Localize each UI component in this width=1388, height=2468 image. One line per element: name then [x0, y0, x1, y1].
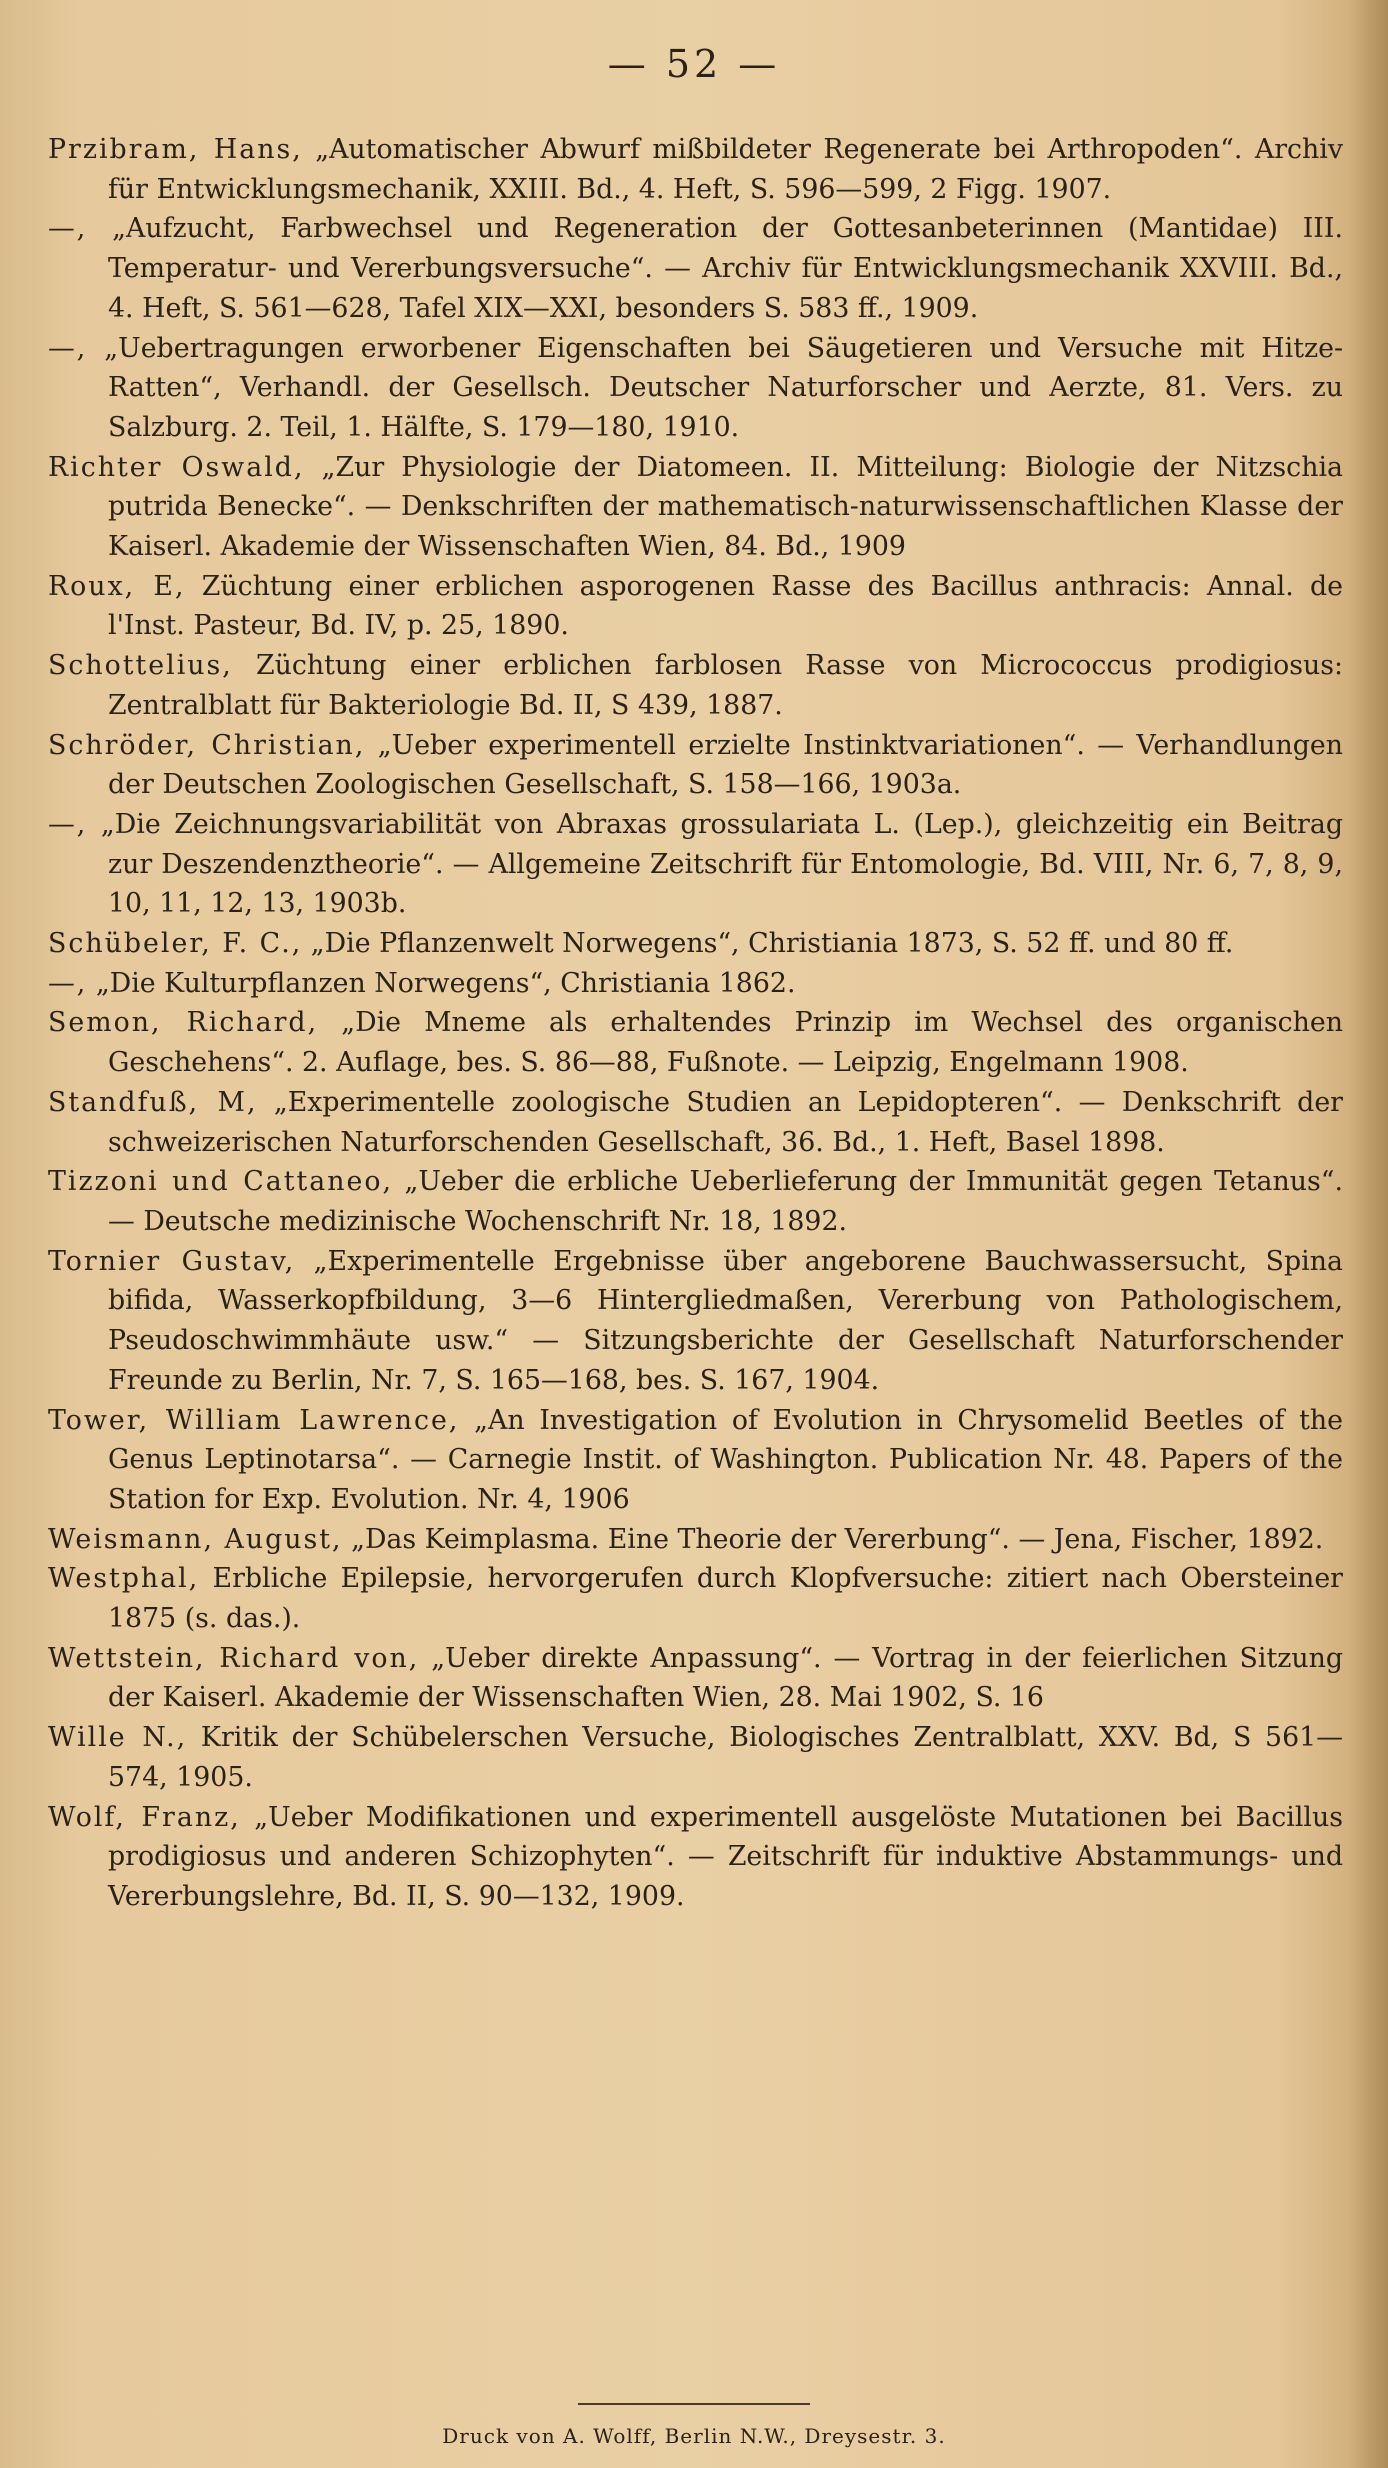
entry-author: Wille N.,	[48, 1722, 188, 1754]
entry-author: Przibram, Hans,	[48, 134, 303, 165]
entry-text: „Ueber experimentell erzielte Instinktvariationen“. — Verhandlungen der Deutschen Zoologischen Gesellschaft, S. 158—166, 1903a.	[108, 729, 1343, 801]
bibliography-entry	[48, 964, 1343, 1004]
entry-author: —,	[48, 967, 88, 999]
entry-text: „Ueber Modifikationen und experimentell ausgelöste Mutationen bei Bacillus prodigiosus und anderen Schizophyten“. — Zeitschrift für induktive Abstammungs- und Vererbungslehre, Bd. II, S. 90—132, 1909.	[108, 1801, 1343, 1912]
bibliography-entry	[48, 1559, 1343, 1638]
entry-author: Schübeler, F. C.,	[48, 928, 303, 960]
bibliography-entry	[48, 924, 1343, 964]
entry-author: Tornier Gustav,	[48, 1245, 296, 1277]
bibliography-entry	[48, 1718, 1343, 1797]
divider-rule	[578, 2403, 810, 2405]
entry-author: —,	[48, 213, 88, 245]
entry-text: „Ueber die erbliche Ueberlieferung der Immunität gegen Tetanus“. — Deutsche medizinische Wochenschrift Nr. 18, 1892.	[108, 1166, 1344, 1237]
bibliography-entry	[48, 1242, 1343, 1401]
bibliography-entry	[48, 448, 1343, 567]
page-number: — 52 —	[607, 42, 781, 86]
bibliography-entry	[48, 646, 1343, 725]
entry-author: Wettstein, Richard von,	[48, 1642, 420, 1674]
printer-imprint: Druck von A. Wolff, Berlin N.W., Dreysestr. 3.	[442, 2424, 946, 2448]
bibliography-entry	[48, 1401, 1343, 1520]
bibliography-entry	[48, 805, 1343, 924]
bibliography-entry	[48, 1798, 1343, 1917]
entry-author: Westphal,	[48, 1563, 200, 1595]
bibliography-entry	[48, 1003, 1343, 1082]
entry-text: Züchtung einer erblichen farblosen Rasse von Micrococcus prodigiosus: Zentralblatt für Bakteriologie Bd. II, S 439, 1887.	[108, 650, 1343, 721]
bibliography-entry	[48, 1083, 1343, 1162]
bibliography-entry	[48, 567, 1343, 646]
entry-text: „Uebertragungen erworbener Eigenschaften bei Säugetieren und Versuche mit Hitze-Ratten“, Verhandl. der Gesellsch. Deutscher Naturforscher und Aerzte, 81. Vers. zu Salzburg. 2. Teil, 1. Hälfte, S. 179—180, 1910.	[87, 332, 1343, 443]
entry-text: „Ueber direkte Anpassung“. — Vortrag in der feierlichen Sitzung der Kaiserl. Akademie der Wissenschaften Wien, 28. Mai 1902, S. 16	[108, 1642, 1343, 1714]
entry-author: Standfuß, M,	[48, 1086, 258, 1118]
bibliography-entry	[48, 130, 1343, 209]
bibliography-entry	[48, 209, 1343, 328]
entry-text: „Die Pflanzenwelt Norwegens“, Christiania 1873, S. 52 ff. und 80 ff.	[302, 928, 1234, 960]
entry-text: Kritik der Schübelerschen Versuche, Biologisches Zentralblatt, XXV. Bd, S 561—574, 1905.	[108, 1722, 1343, 1793]
entry-author: Semon, Richard,	[48, 1007, 319, 1039]
entry-author: Wolf, Franz,	[48, 1801, 241, 1833]
entry-author: Tizzoni und Cattaneo,	[48, 1166, 393, 1198]
entry-text: „An Investigation of Evolution in Chrysomelid Beetles of the Genus Leptinotarsa“. — Carnegie Instit. of Washington. Publication Nr. 48. Papers of the Station for Exp. Evolution. Nr. 4, 1906	[108, 1404, 1343, 1515]
entry-author: Richter Oswald,	[48, 451, 305, 483]
entry-author: Schröder, Christian,	[48, 729, 366, 761]
entry-text: „Experimentelle Ergebnisse über angeborene Bauchwassersucht, Spina bifida, Wasserkopfbildung, 3—6 Hintergliedmaßen, Vererbung von Pathologischem, Pseudoschwimmhäute usw.“ — Sitzungsberichte der Gesellschaft Naturforschender Freunde zu Berlin, Nr. 7, S. 165—168, bes. S. 167, 1904.	[108, 1245, 1343, 1396]
bibliography-entry	[48, 1639, 1343, 1718]
bibliography-entry	[48, 1162, 1343, 1241]
entry-text: „Das Keimplasma. Eine Theorie der Vererbung“. — Jena, Fischer, 1892.	[342, 1523, 1324, 1555]
entry-text: „Automatischer Abwurf mißbildeter Regenerate bei Arthropoden“. Archiv für Entwicklungsmechanik, XXIII. Bd., 4. Heft, S. 596—599, 2 Figg. 1907.	[108, 134, 1343, 205]
bibliography-entry	[48, 329, 1343, 448]
entry-text: Züchtung einer erblichen asporogenen Rasse des Bacillus anthracis: Annal. de l'Inst. Pasteur, Bd. IV, p. 25, 1890.	[108, 570, 1343, 642]
entry-author: —,	[48, 808, 88, 840]
page-edge-shadow	[1348, 0, 1388, 2468]
entry-text: „Die Mneme als erhaltendes Prinzip im Wechsel des organischen Geschehens“. 2. Auflage, bes. S. 86—88, Fußnote. — Leipzig, Engelmann 1908.	[108, 1007, 1343, 1079]
entry-text: „Die Kulturpflanzen Norwegens“, Christiania 1862.	[87, 967, 796, 999]
bibliography-entry	[48, 1520, 1343, 1560]
entry-author: Weismann, August,	[48, 1523, 343, 1555]
entry-text: Erbliche Epilepsie, hervorgerufen durch Klopfversuche: zitiert nach Obersteiner 1875 (s. das.).	[108, 1563, 1343, 1635]
entry-author: —,	[48, 332, 88, 364]
entry-author: Schottelius,	[48, 650, 233, 682]
entry-text: „Zur Physiologie der Diatomeen. II. Mitteilung: Biologie der Nitzschia putrida Benecke“. — Denkschriften der mathematisch-naturwissenschaftlichen Klasse der Kaiserl. Akademie der Wissenschaften Wien, 84. Bd., 1909	[108, 451, 1343, 563]
entry-text: „Die Zeichnungsvariabilität von Abraxas grossulariata L. (Lep.), gleichzeitig ein Beitrag zur Deszendenztheorie“. — Allgemeine Zeitschrift für Entomologie, Bd. VIII, Nr. 6, 7, 8, 9, 10, 11, 12, 13, 1903b.	[87, 808, 1343, 920]
entry-text: „Aufzucht, Farbwechsel und Regeneration der Gottesanbeterinnen (Mantidae) III. Temperatur- und Vererbungsversuche“. — Archiv für Entwicklungsmechanik XXVIII. Bd., 4. Heft, S. 561—628, Tafel XIX—XXI, besonders S. 583 ff., 1909.	[87, 213, 1343, 324]
entry-author: Tower, William Lawrence,	[48, 1404, 460, 1436]
bibliography-entry	[48, 726, 1343, 805]
bibliography-list	[48, 130, 1343, 1917]
entry-text: „Experimentelle zoologische Studien an Lepidopteren“. — Denkschrift der schweizerischen Naturforschenden Gesellschaft, 36. Bd., 1. Heft, Basel 1898.	[108, 1086, 1343, 1158]
entry-author: Roux, E,	[48, 570, 186, 602]
